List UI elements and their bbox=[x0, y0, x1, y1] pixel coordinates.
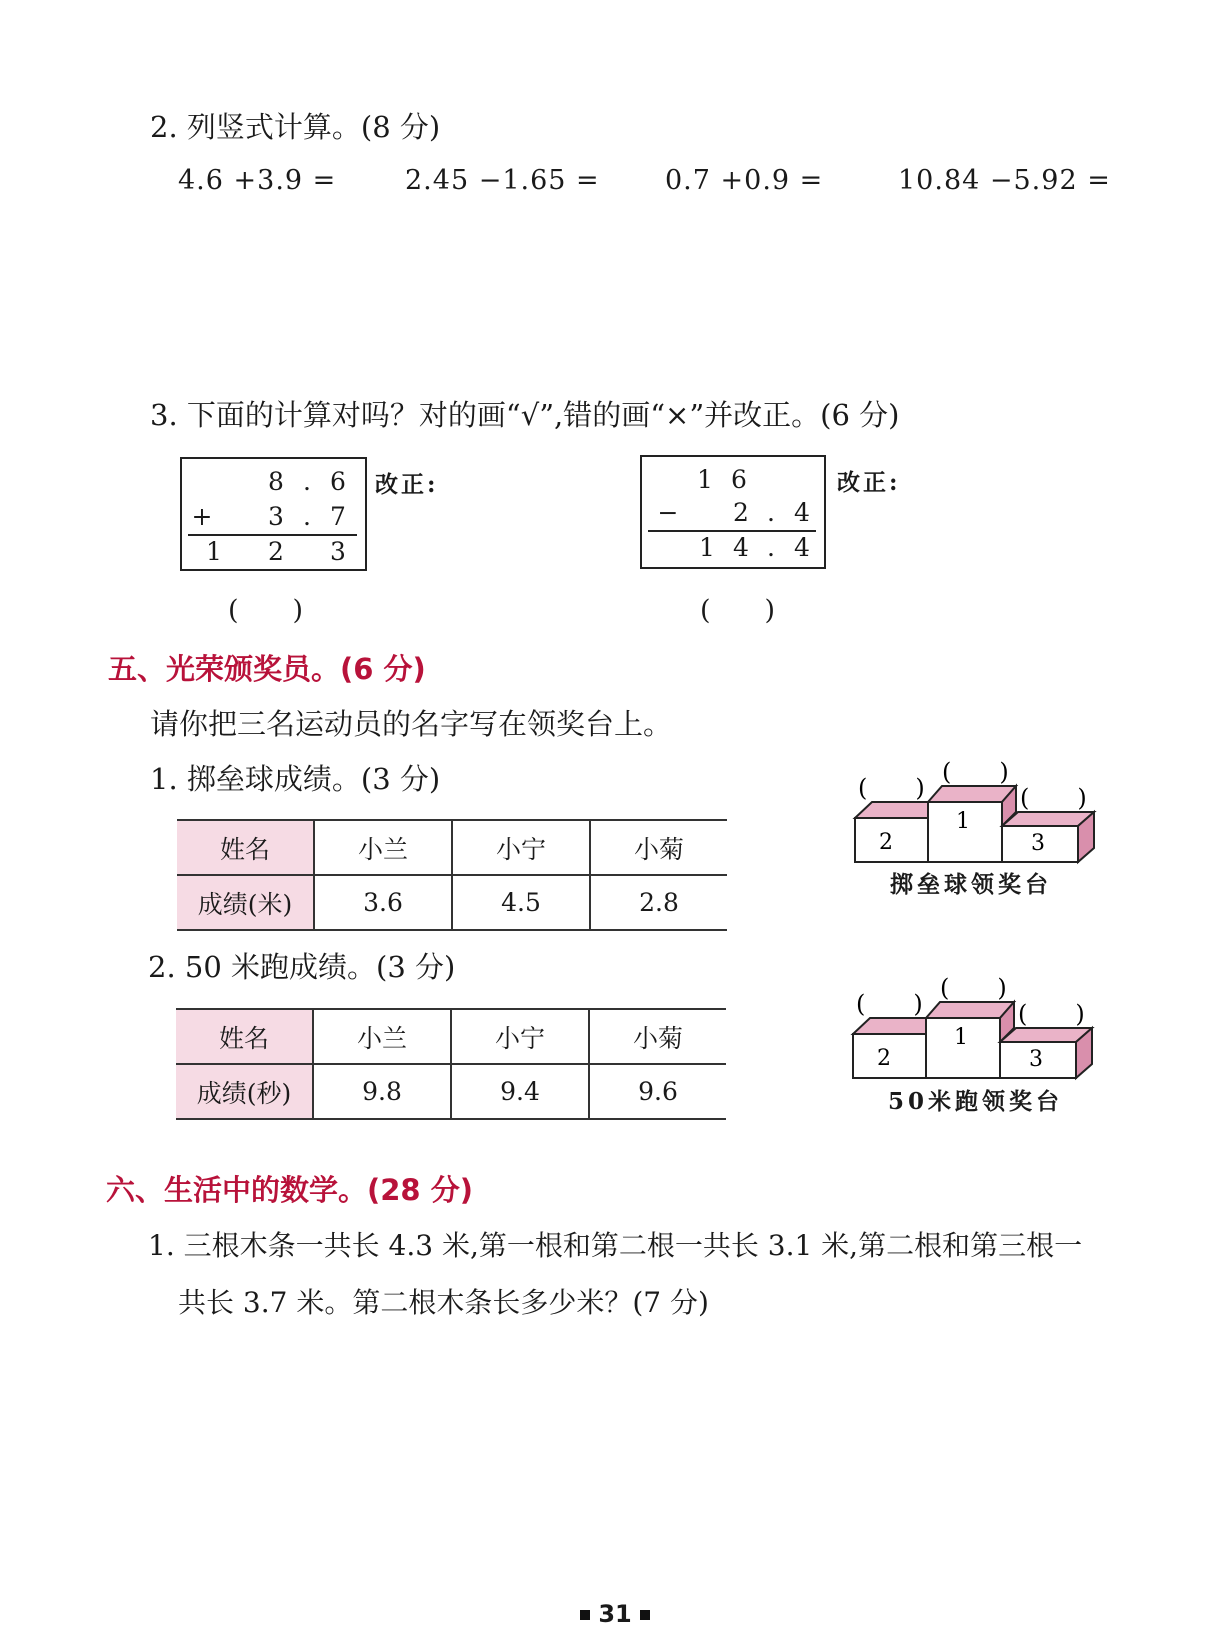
section6-title: 六、生活中的数学。(28 分) bbox=[106, 1173, 473, 1207]
calc1-digit: 3 bbox=[268, 502, 284, 531]
podium-paren-3: ( ) bbox=[1018, 1000, 1085, 1028]
calc1-sum-line bbox=[188, 534, 357, 536]
section5-title: 五、光荣颁奖员。(6 分) bbox=[108, 652, 426, 686]
run-podium bbox=[848, 968, 1108, 1084]
calc2-digit: 2 bbox=[733, 498, 749, 527]
calc1-result-digit: 3 bbox=[330, 537, 346, 566]
calc2-result-point: . bbox=[767, 533, 775, 562]
calc2-point: . bbox=[767, 498, 775, 527]
score-cell: 4.5 bbox=[452, 875, 590, 930]
header-xiaoju: 小菊 bbox=[590, 820, 727, 875]
calc1-point: . bbox=[303, 467, 311, 496]
header-xiaoning: 小宁 bbox=[452, 820, 590, 875]
q3-title: 3. 下面的计算对吗？对的画“√”,错的画“×”并改正。(6 分) bbox=[150, 398, 900, 432]
calc2-result-digit: 4 bbox=[794, 533, 810, 562]
podium-paren-1: ( ) bbox=[940, 974, 1007, 1002]
score-cell: 9.4 bbox=[451, 1064, 589, 1119]
q2-equation-2: 2.45 −1.65 = bbox=[405, 165, 600, 196]
calc1-operator: + bbox=[191, 502, 213, 531]
podium-number-1: 1 bbox=[956, 809, 970, 834]
q2-title: 2. 列竖式计算。(8 分) bbox=[150, 110, 441, 144]
calc1-result-digit: 1 bbox=[206, 537, 222, 566]
calc1-result-digit: 2 bbox=[268, 537, 284, 566]
podium-paren-2: ( ) bbox=[856, 990, 923, 1018]
calc2-result-digit: 1 bbox=[699, 533, 715, 562]
fix-label-1: 改正: bbox=[375, 471, 439, 498]
podium-paren-2: ( ) bbox=[858, 774, 925, 802]
header-name-cell: 姓名 bbox=[177, 820, 314, 875]
page-number-square-left bbox=[580, 1610, 590, 1620]
calc2-diff-line bbox=[648, 530, 816, 532]
row-label-cell: 成绩(米) bbox=[177, 875, 314, 930]
table-header-row bbox=[176, 1009, 726, 1064]
podium-number-3: 3 bbox=[1029, 1047, 1043, 1072]
softball-podium-label: 掷垒球领奖台 bbox=[890, 871, 1052, 898]
calc2-digit: 4 bbox=[794, 498, 810, 527]
podium-paren-1: ( ) bbox=[942, 758, 1009, 786]
score-cell: 9.8 bbox=[313, 1064, 451, 1119]
calc1-digit: 7 bbox=[330, 502, 346, 531]
run-podium-label: 50米跑领奖台 bbox=[888, 1088, 1064, 1115]
calc1-point: . bbox=[303, 502, 311, 531]
calc-box-1 bbox=[180, 457, 367, 571]
score-cell: 9.6 bbox=[589, 1064, 726, 1119]
answer-paren-2: ( ) bbox=[700, 595, 776, 626]
table-header-row bbox=[177, 820, 727, 875]
calc1-digit: 6 bbox=[330, 467, 346, 496]
page-number-text: 31 bbox=[598, 1600, 632, 1628]
podium-paren-3: ( ) bbox=[1020, 784, 1087, 812]
header-xiaolan: 小兰 bbox=[314, 820, 452, 875]
section6-q1-line1: 1. 三根木条一共长 4.3 米,第一根和第二根一共长 3.1 米,第二根和第三根一 bbox=[148, 1229, 1083, 1262]
q2-equation-1: 4.6 +3.9 = bbox=[178, 165, 337, 196]
softball-podium bbox=[850, 752, 1110, 868]
calc2-result-digit: 4 bbox=[733, 533, 749, 562]
header-name-cell: 姓名 bbox=[176, 1009, 313, 1064]
sub2-title: 2. 50 米跑成绩。(3 分) bbox=[148, 950, 456, 984]
podium-number-3: 3 bbox=[1031, 831, 1045, 856]
calc1-digit: 8 bbox=[268, 467, 284, 496]
calc-box-2 bbox=[640, 455, 826, 569]
table-row bbox=[176, 1064, 726, 1119]
calc2-digit: 1 bbox=[697, 465, 713, 494]
softball-score-table bbox=[177, 819, 727, 931]
q2-equation-3: 0.7 +0.9 = bbox=[665, 165, 824, 196]
row-label-cell: 成绩(秒) bbox=[176, 1064, 313, 1119]
header-xiaoju: 小菊 bbox=[589, 1009, 726, 1064]
calc2-operator: − bbox=[657, 498, 679, 527]
header-xiaolan: 小兰 bbox=[313, 1009, 451, 1064]
podium-number-2: 2 bbox=[877, 1046, 891, 1071]
podium-number-2: 2 bbox=[879, 830, 893, 855]
score-cell: 2.8 bbox=[590, 875, 727, 930]
table-row bbox=[177, 875, 727, 930]
podium-number-1: 1 bbox=[954, 1025, 968, 1050]
sub1-title: 1. 掷垒球成绩。(3 分) bbox=[150, 762, 441, 796]
section6-q1-line2: 共长 3.7 米。第二根木条长多少米？(7 分) bbox=[178, 1286, 709, 1319]
page-number-square-right bbox=[640, 1610, 650, 1620]
podium-top-2 bbox=[855, 802, 938, 818]
answer-paren-1: ( ) bbox=[228, 595, 304, 626]
calc2-digit: 6 bbox=[731, 465, 747, 494]
q2-equation-4: 10.84 −5.92 = bbox=[898, 165, 1111, 196]
page-number bbox=[580, 1600, 650, 1628]
fix-label-2: 改正: bbox=[837, 469, 901, 496]
header-xiaoning: 小宁 bbox=[451, 1009, 589, 1064]
section5-instruction: 请你把三名运动员的名字写在领奖台上。 bbox=[150, 707, 673, 741]
score-cell: 3.6 bbox=[314, 875, 452, 930]
run-score-table bbox=[176, 1008, 726, 1120]
podium-top-2 bbox=[853, 1018, 936, 1034]
